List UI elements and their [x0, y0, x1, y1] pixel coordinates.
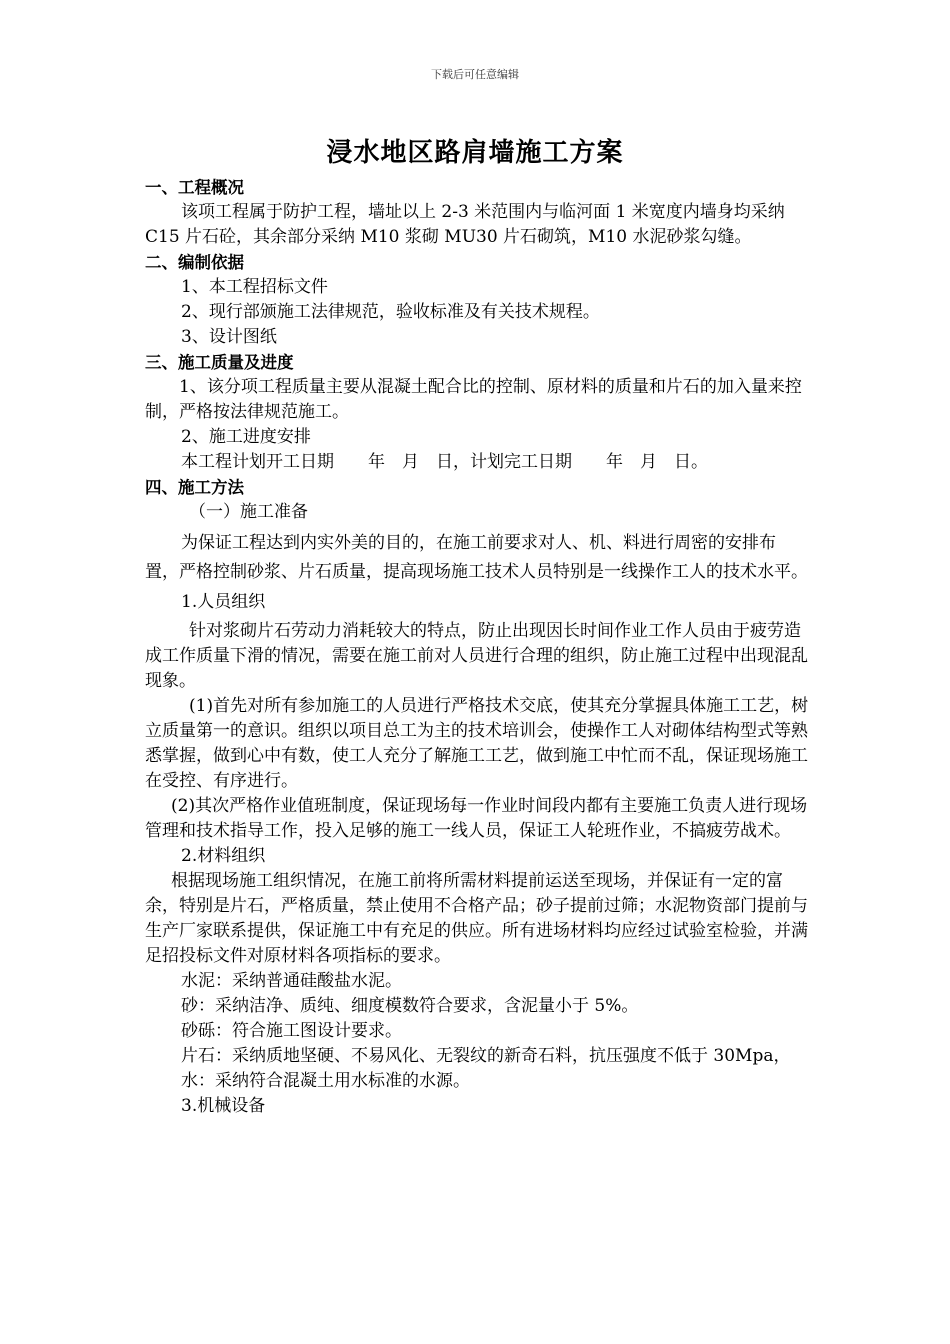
paragraph: (1)首先对所有参加施工的人员进行严格技术交底，使其充分掌握具体施工工艺，树立质量第一的意识。组织以项目总工为主的技术培训会，使操作工人对砌体结构型式等熟悉掌握，做到心中有数，使工人充分了解施工工艺，做到施工中忙而不乱，保证现场施工在受控、有序进行。 — [145, 696, 809, 791]
section-heading-1: 一、工程概况 — [145, 178, 244, 197]
list-item: 1、本工程招标文件 — [181, 277, 328, 297]
list-item: 2、现行部颁施工法律规范，验收标准及有关技术规程。 — [181, 302, 600, 322]
paragraph: 1、该分项工程质量主要从混凝土配合比的控制、原材料的质量和片石的加入量来控制，严格按法律规范施工。 — [145, 377, 802, 422]
list-item: 3、设计图纸 — [181, 327, 277, 347]
item-heading: 2.材料组织 — [181, 846, 266, 866]
subsection-heading: （一）施工准备 — [189, 502, 308, 522]
material-item: 水：采纳符合混凝土用水标准的水源。 — [181, 1071, 470, 1091]
item-heading: 1.人员组织 — [181, 592, 266, 612]
material-item: 砂：采纳洁净、质纯、细度模数符合要求，含泥量小于 5%。 — [181, 996, 639, 1016]
section-heading-2: 二、编制依据 — [145, 253, 244, 272]
paragraph: 该项工程属于防护工程，墙址以上 2-3 米范围内与临河面 1 米宽度内墙身均采纳 C15 片石砼，其余部分采纳 M10 浆砌 MU30 片石砌筑，M10 水泥砂浆勾缝。 — [145, 202, 785, 247]
document-title: 浸水地区路肩墙施工方案 — [326, 138, 624, 168]
paragraph: (2)其次严格作业值班制度，保证现场每一作业时间段内都有主要施工负责人进行现场管理和技术指导工作，投入足够的施工一线人员，保证工人轮班作业，不搞疲劳战术。 — [145, 796, 808, 841]
section-heading-4: 四、施工方法 — [145, 478, 244, 497]
paragraph: 2、施工进度安排 — [181, 427, 311, 447]
paragraph: 针对浆砌片石劳动力消耗较大的特点，防止出现因长时间作业工作人员由于疲劳造成工作质量下滑的情况，需要在施工前对人员进行合理的组织，防止施工过程中出现混乱现象。 — [145, 621, 808, 691]
schedule-line: 本工程计划开工日期 年 月 日，计划完工日期 年 月 日。 — [181, 452, 708, 472]
material-item: 砂砾：符合施工图设计要求。 — [181, 1021, 402, 1041]
document-body — [145, 175, 809, 1119]
material-item: 水泥：采纳普通硅酸盐水泥。 — [181, 971, 402, 991]
material-item: 片石：采纳质地坚硬、不易风化、无裂纹的新奇石料，抗压强度不低于 30Mpa， — [181, 1046, 791, 1066]
section-heading-3: 三、施工质量及进度 — [145, 353, 294, 372]
item-heading: 3.机械设备 — [181, 1096, 266, 1116]
paragraph: 为保证工程达到内实外美的目的，在施工前要求对人、机、料进行周密的安排布置，严格控制砂浆、片石质量，提高现场施工技术人员特别是一线操作工人的技术水平。 — [145, 533, 808, 582]
paragraph: 根据现场施工组织情况，在施工前将所需材料提前运送至现场，并保证有一定的富余，特别是片石，严格质量，禁止使用不合格产品；砂子提前过筛；水泥物资部门提前与生产厂家联系提供，保证施工中有充足的供应。所有进场材料均应经过试验室检验，并满足招投标文件对原材料各项指标的要求。 — [145, 871, 808, 966]
page-header-note: 下载后可任意编辑 — [431, 68, 519, 81]
